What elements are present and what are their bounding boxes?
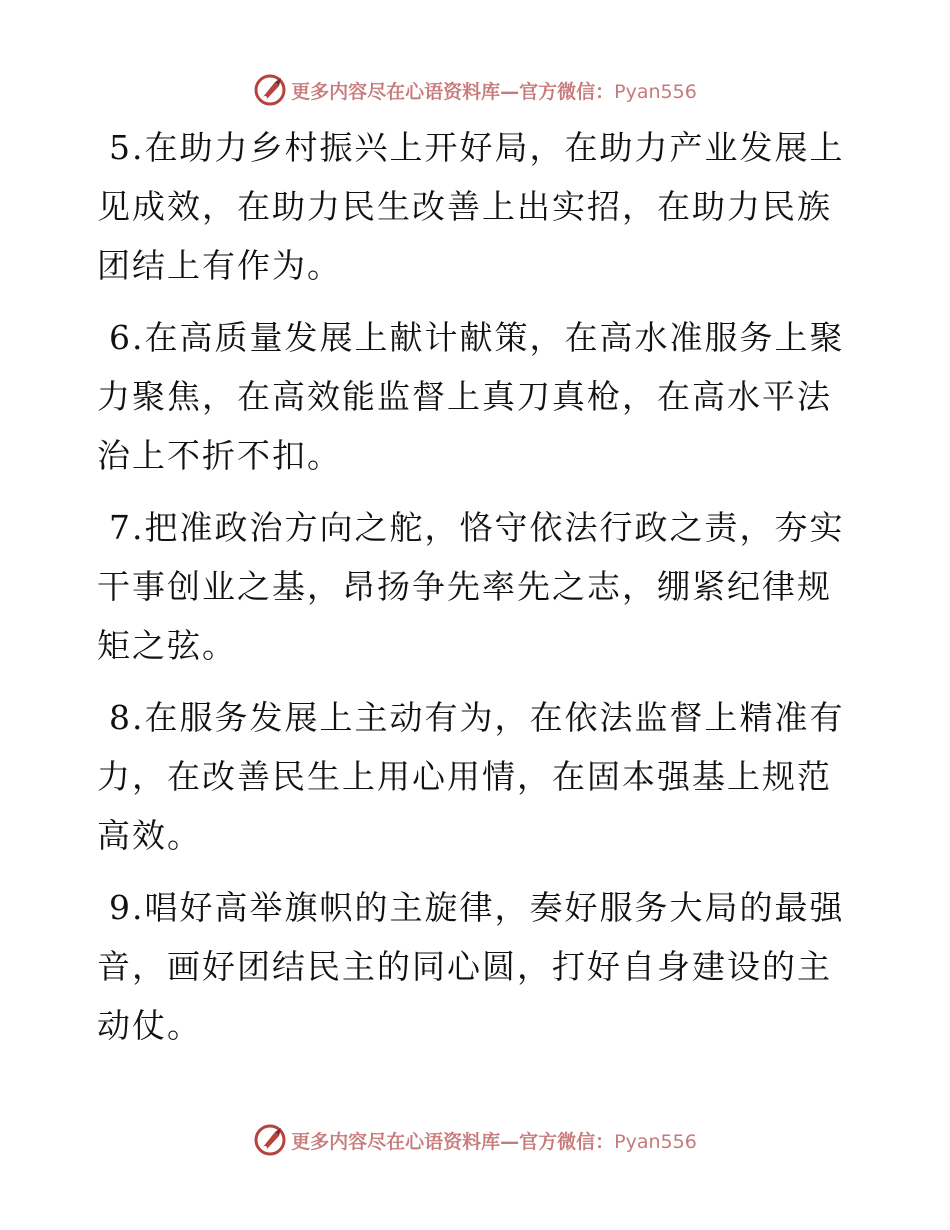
paragraph-number: 7. <box>109 508 145 547</box>
paragraph-5 <box>97 118 857 295</box>
paragraph-text: 唱好高举旗帜的主旋律，奏好服务大局的最强音，画好团结民主的同心圆，打好自身建设的主动仗。 <box>97 888 845 1045</box>
paragraph-text: 在高质量发展上献计献策，在高水准服务上聚力聚焦，在高效能监督上真刀真枪，在高水平法治上不折不扣。 <box>97 318 845 475</box>
paragraph-text: 在助力乡村振兴上开好局，在助力产业发展上见成效，在助力民生改善上出实招，在助力民族团结上有作为。 <box>97 128 845 285</box>
paragraph-6 <box>97 308 857 485</box>
pen-nib-logo-icon <box>253 1123 287 1157</box>
document-body <box>97 118 857 1068</box>
header-banner <box>0 70 950 110</box>
header-banner-text: 更多内容尽在心语资料库—官方微信：Pyan556 <box>291 80 697 103</box>
paragraph-number: 9. <box>109 888 145 927</box>
pen-nib-logo-icon <box>253 73 287 107</box>
footer-banner-text: 更多内容尽在心语资料库—官方微信：Pyan556 <box>291 1130 697 1153</box>
paragraph-7 <box>97 498 857 675</box>
paragraph-number: 5. <box>109 128 145 167</box>
paragraph-text: 在服务发展上主动有为，在依法监督上精准有力，在改善民生上用心用情，在固本强基上规范高效。 <box>97 698 845 855</box>
paragraph-9 <box>97 878 857 1055</box>
paragraph-text: 把准政治方向之舵，恪守依法行政之责，夯实干事创业之基，昂扬争先率先之志，绷紧纪律规矩之弦。 <box>97 508 845 665</box>
header-wechat-id: Pyan556 <box>614 80 697 103</box>
paragraph-number: 8. <box>109 698 145 737</box>
footer-wechat-id: Pyan556 <box>614 1130 697 1153</box>
footer-banner <box>0 1120 950 1160</box>
paragraph-8 <box>97 688 857 865</box>
paragraph-number: 6. <box>109 318 145 357</box>
